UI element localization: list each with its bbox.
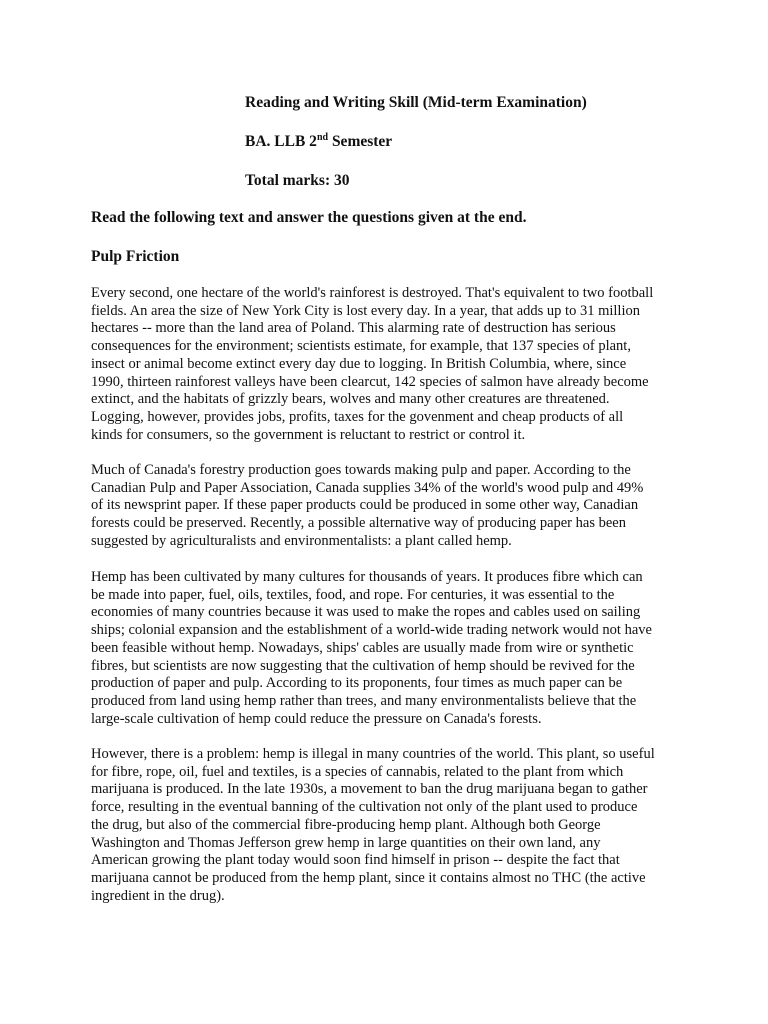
paragraph-line: forests could be preserved. Recently, a possible alternative way of producing paper has been — [91, 515, 626, 532]
program-prefix: BA. LLB 2 — [245, 133, 317, 150]
paragraph-line: ingredient in the drug). — [91, 887, 225, 904]
paragraph-line: marijuana cannot be produced from the hemp plant, since it contains almost no THC (the active — [91, 869, 646, 886]
paragraph-line: economies of many countries because it was used to make the ropes and cables used on sailing — [91, 604, 641, 621]
paragraph-line: consequences for the environment; scientists estimate, for example, that 137 species of plant, — [91, 338, 631, 355]
exam-course-title: Reading and Writing Skill (Mid-term Examination) — [245, 94, 587, 111]
paragraph-line: extinct, and the habitats of grizzly bears, wolves and many other creatures are threatened. — [91, 391, 610, 408]
paragraph-line: Hemp has been cultivated by many cultures for thousands of years. It produces fibre which can — [91, 569, 643, 585]
paragraph-line: Much of Canada's forestry production goes towards making pulp and paper. According to the — [91, 462, 631, 478]
article-paragraph-4 — [91, 746, 691, 905]
paragraph-line: for fibre, rope, oil, fuel and textiles, is a species of cannabis, related to the plant from which — [91, 763, 624, 780]
program-ordinal-suffix: nd — [316, 132, 329, 143]
article-title: Pulp Friction — [91, 248, 180, 265]
article-paragraph-3 — [91, 569, 691, 728]
paragraph-line: be made into paper, fuel, oils, textiles, food, and rope. For centuries, it was essential to the — [91, 586, 615, 603]
paragraph-line: Every second, one hectare of the world's rainforest is destroyed. That's equivalent to two football — [91, 285, 654, 301]
paragraph-line: production of paper and pulp. According to its proponents, four times as much paper can be — [91, 675, 623, 692]
paragraph-line: fields. An area the size of New York City is lost every day. In a year, that adds up to 31 million — [91, 302, 640, 319]
paragraph-line: fibres, but scientists are now suggesting that the cultivation of hemp should be revived for the — [91, 657, 635, 674]
article-paragraph-1 — [91, 285, 691, 444]
paragraph-line: suggested by agriculturalists and environmentalists: a plant called hemp. — [91, 532, 512, 549]
paragraph-line: Washington and Thomas Jefferson grew hemp in large quantities on their own land, any — [91, 834, 601, 851]
paragraph-line: Logging, however, provides jobs, profits, taxes for the govenment and cheap products of all — [91, 408, 624, 425]
paragraph-line: large-scale cultivation of hemp could reduce the pressure on Canada's forests. — [91, 710, 542, 727]
paragraph-line: Canadian Pulp and Paper Association, Canada supplies 34% of the world's wood pulp and 49% — [91, 479, 644, 496]
paragraph-line: American growing the plant today would soon find himself in prison -- despite the fact that — [91, 852, 620, 869]
paragraph-line: force, resulting in the eventual banning of the cultivation not only of the plant used to produce — [91, 799, 638, 816]
exam-program-semester — [245, 132, 392, 152]
paragraph-line: marijuana is produced. In the late 1930s, a movement to ban the drug marijuana began to gather — [91, 781, 648, 798]
paragraph-line: of its newsprint paper. If these paper products could be produced in some other way, Canadian — [91, 497, 639, 514]
paragraph-line: the drug, but also of the commercial fibre-producing hemp plant. Although both George — [91, 816, 601, 833]
paragraph-line: However, there is a problem: hemp is illegal in many countries of the world. This plant, so useful — [91, 746, 655, 762]
paragraph-line: kinds for consumers, so the government is reluctant to restrict or control it. — [91, 426, 526, 443]
paragraph-line: produced from land using hemp rather than trees, and many environmentalists believe that the — [91, 692, 637, 709]
program-suffix: Semester — [328, 133, 393, 150]
paragraph-line: 1990, thirteen rainforest valleys have been clearcut, 142 species of salmon have already become — [91, 373, 649, 390]
article-paragraph-2 — [91, 462, 691, 551]
exam-instruction: Read the following text and answer the questions given at the end. — [91, 209, 527, 226]
exam-total-marks: Total marks: 30 — [245, 172, 350, 189]
paragraph-line: insect or animal become extinct every day due to logging. In British Columbia, where, since — [91, 355, 627, 372]
paragraph-line: ships; colonial expansion and the establishment of a world-wide trading network would not have — [91, 622, 652, 639]
paragraph-line: been feasible without hemp. Nowadays, ships' cables are usually made from wire or synthetic — [91, 639, 634, 656]
paragraph-line: hectares -- more than the land area of Poland. This alarming rate of destruction has serious — [91, 320, 616, 337]
